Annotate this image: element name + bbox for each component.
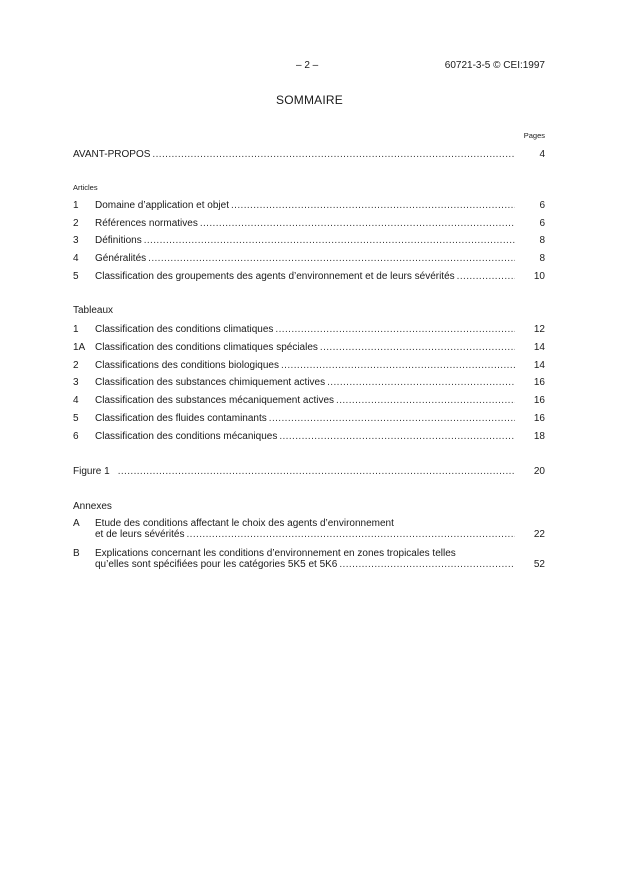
toc-entry-page: 14 <box>533 342 545 353</box>
toc-entry-label: Classification des substances mécaniquement actives <box>95 395 335 406</box>
toc-entry-label: Classifications des conditions biologiques <box>95 360 279 371</box>
dot-leader <box>118 465 515 478</box>
document-reference: 60721-3-5 © CEI:1997 <box>444 60 545 71</box>
toc-entry-page: 6 <box>539 218 545 229</box>
toc-entry-article-2[interactable] <box>73 217 545 230</box>
toc-entry-label: Classification des groupements des agents d’environnement et de leurs sévérités <box>95 271 455 282</box>
toc-entry-article-5[interactable] <box>73 270 545 283</box>
toc-entry-tableau-2[interactable] <box>73 359 545 372</box>
dot-leader <box>275 323 515 336</box>
toc-entry-label: Classification des conditions climatiques spéciales <box>95 342 318 353</box>
toc-entry-label: Références normatives <box>95 218 198 229</box>
toc-entry-page: 16 <box>533 395 545 406</box>
toc-entry-page: 16 <box>533 377 545 388</box>
page-number: – 2 – <box>296 60 319 71</box>
section-heading-articles: Articles <box>73 183 98 192</box>
toc-entry-page: 6 <box>539 200 545 211</box>
toc-entry-page: 16 <box>533 413 545 424</box>
section-heading-annexes: Annexes <box>73 501 112 512</box>
toc-entry-number: 1 <box>73 200 79 211</box>
toc-entry-label: Domaine d’application et objet <box>95 200 229 211</box>
toc-entry-page: 12 <box>533 324 545 335</box>
toc-entry-page: 8 <box>539 253 545 264</box>
toc-entry-number: 2 <box>73 360 79 371</box>
toc-entry-annexe-b[interactable] <box>73 548 545 572</box>
toc-entry-number: 4 <box>73 395 79 406</box>
toc-entry-label: Figure 1 <box>73 466 110 477</box>
toc-entry-label-line1: Explications concernant les conditions d’environnement en zones tropicales telles <box>95 548 456 559</box>
toc-entry-label: Classification des substances chimiquement actives <box>95 377 326 388</box>
dot-leader <box>336 394 515 407</box>
dot-leader <box>148 252 515 265</box>
toc-entry-label: Classification des conditions climatiques <box>95 324 274 335</box>
toc-entry-page: 10 <box>533 271 545 282</box>
toc-entry-article-4[interactable] <box>73 252 545 265</box>
dot-leader <box>200 217 515 230</box>
toc-entry-page: 22 <box>533 529 545 540</box>
toc-entry-number: A <box>73 518 80 529</box>
dot-leader <box>281 359 515 372</box>
dot-leader <box>457 270 515 283</box>
toc-entry-page: 52 <box>533 559 545 570</box>
toc-entry-label: Généralités <box>95 253 147 264</box>
toc-entry-tableau-5[interactable] <box>73 412 545 425</box>
toc-entry-page: 4 <box>539 149 545 160</box>
toc-entry-number: 1 <box>73 324 79 335</box>
toc-entry-tableau-1a[interactable] <box>73 341 545 354</box>
toc-entry-label: Classification des fluides contaminants <box>95 413 267 424</box>
toc-entry-label-line2: et de leurs sévérités <box>95 529 185 540</box>
dot-leader <box>327 376 515 389</box>
dot-leader <box>279 430 515 443</box>
toc-entry-label: AVANT-PROPOS <box>73 149 151 160</box>
dot-leader <box>269 412 515 425</box>
toc-entry-page: 8 <box>539 235 545 246</box>
page-title: SOMMAIRE <box>276 93 343 107</box>
toc-entry-number: B <box>73 548 80 559</box>
toc-entry-label-line1: Etude des conditions affectant le choix des agents d’environnement <box>95 518 394 529</box>
toc-entry-tableau-1[interactable] <box>73 323 545 336</box>
toc-entry-article-1[interactable] <box>73 199 545 212</box>
toc-entry-label: Définitions <box>95 235 142 246</box>
toc-entry-number: 5 <box>73 271 79 282</box>
pages-column-label: Pages <box>523 131 545 140</box>
section-heading-tableaux: Tableaux <box>73 305 114 316</box>
toc-entry-article-3[interactable] <box>73 234 545 247</box>
dot-leader <box>144 234 515 247</box>
toc-entry-tableau-4[interactable] <box>73 394 545 407</box>
toc-entry-number: 2 <box>73 218 79 229</box>
toc-entry-page: 20 <box>533 466 545 477</box>
toc-entry-page: 18 <box>533 431 545 442</box>
toc-entry-label-line2: qu’elles sont spécifiées pour les catégories 5K5 et 5K6 <box>95 559 338 570</box>
toc-entry-number: 3 <box>73 377 79 388</box>
toc-entry-number: 5 <box>73 413 79 424</box>
dot-leader <box>320 341 515 354</box>
toc-entry-number: 4 <box>73 253 79 264</box>
toc-entry-number: 3 <box>73 235 79 246</box>
dot-leader <box>339 559 515 570</box>
toc-entry-page: 14 <box>533 360 545 371</box>
toc-entry-label: Classification des conditions mécaniques <box>95 431 278 442</box>
toc-entry-avant-propos[interactable] <box>73 148 545 161</box>
toc-entry-tableau-6[interactable] <box>73 430 545 443</box>
toc-entry-annexe-a[interactable] <box>73 518 545 542</box>
toc-entry-figure-1[interactable] <box>73 465 545 478</box>
dot-leader <box>152 148 515 161</box>
dot-leader <box>187 529 516 540</box>
toc-entry-number: 6 <box>73 431 79 442</box>
toc-entry-number: 1A <box>73 342 86 353</box>
toc-entry-tableau-3[interactable] <box>73 376 545 389</box>
dot-leader <box>231 199 515 212</box>
